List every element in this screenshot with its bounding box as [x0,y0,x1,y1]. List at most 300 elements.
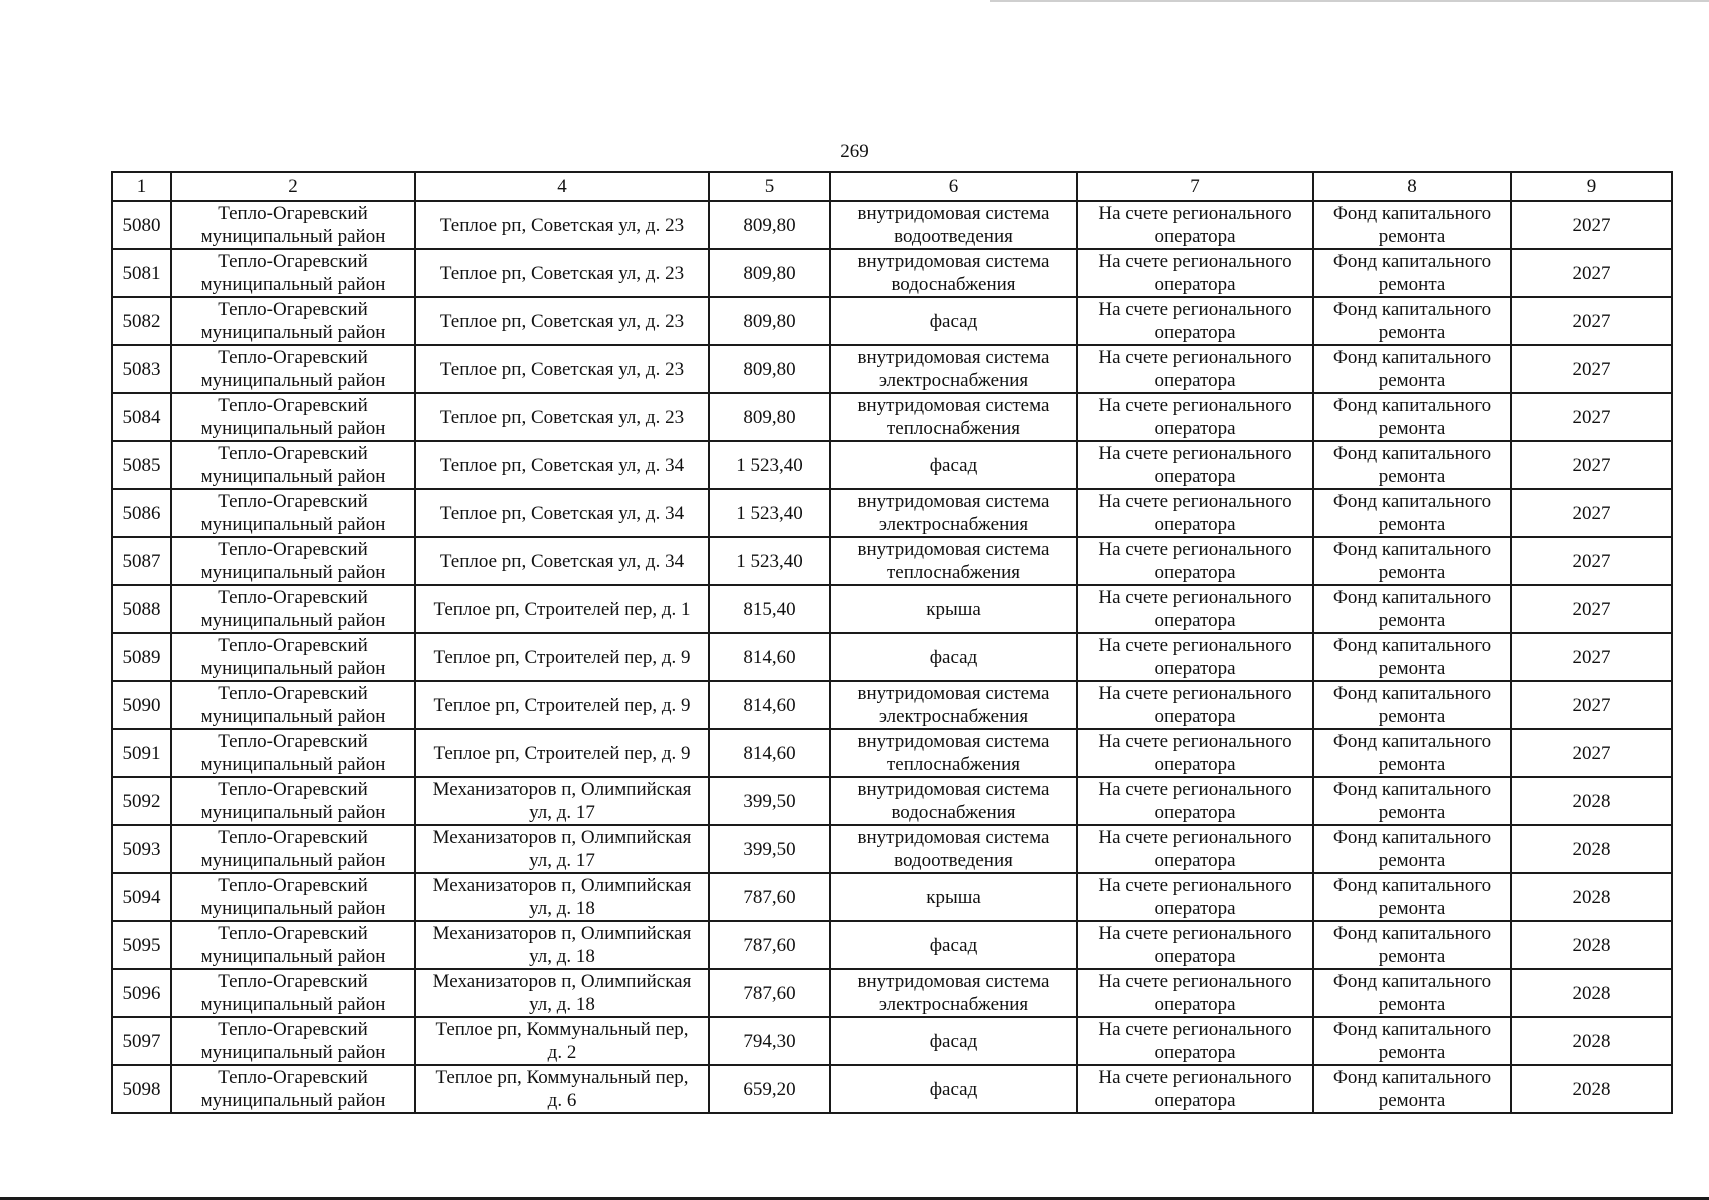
district-cell-line: муниципальный район [200,946,386,967]
fund-account-cell-line: оператора [1154,754,1236,775]
district-cell [171,585,415,633]
table-row [112,201,1672,249]
district-cell [171,873,415,921]
fund-source-cell-line: Фонд капитального [1332,971,1492,992]
year-cell: 2027 [1511,345,1672,393]
fund-account-cell-line: оператора [1154,274,1236,295]
district-cell [171,633,415,681]
address-cell [415,1065,709,1113]
repair-type-cell [830,585,1077,633]
row-number-cell: 5086 [112,489,171,537]
fund-account-cell-line: оператора [1154,418,1236,439]
address-cell-line: Теплое рп, Советская ул, д. 23 [439,406,685,428]
district-cell-line: Тепло-Огаревский [218,683,368,704]
address-cell-line: ул, д. 17 [529,802,595,823]
address-cell-line: ул, д. 18 [529,994,595,1015]
fund-account-cell-line: оператора [1154,706,1236,727]
table-row [112,777,1672,825]
address-cell-line: Теплое рп, Советская ул, д. 34 [439,550,685,572]
district-cell [171,393,415,441]
fund-account-cell-line: оператора [1154,802,1236,823]
area-cell: 794,30 [709,1017,830,1065]
repair-type-cell-line: крыша [926,886,981,908]
address-cell-line: Механизаторов п, Олимпийская [432,971,692,992]
row-number-cell: 5087 [112,537,171,585]
district-cell [171,825,415,873]
fund-account-cell-line: На счете регионального [1098,1067,1292,1088]
row-number-cell: 5080 [112,201,171,249]
year-cell: 2027 [1511,633,1672,681]
fund-account-cell [1077,345,1313,393]
table-body [112,201,1672,1113]
fund-source-cell-line: ремонта [1378,706,1446,727]
fund-account-cell-line: На счете регионального [1098,395,1292,416]
address-cell-line: Теплое рп, Строителей пер, д. 9 [433,646,691,668]
table-row [112,825,1672,873]
district-cell-line: Тепло-Огаревский [218,443,368,464]
fund-source-cell-line: ремонта [1378,322,1446,343]
year-cell: 2028 [1511,1017,1672,1065]
fund-source-cell-line: Фонд капитального [1332,1067,1492,1088]
table-row [112,969,1672,1017]
district-cell-line: муниципальный район [200,226,386,247]
year-cell: 2027 [1511,537,1672,585]
district-cell-line: муниципальный район [200,706,386,727]
row-number-cell: 5088 [112,585,171,633]
fund-account-cell-line: На счете регионального [1098,779,1292,800]
area-cell: 809,80 [709,345,830,393]
fund-source-cell-line: ремонта [1378,418,1446,439]
fund-source-cell [1313,441,1511,489]
repair-type-cell-line: внутридомовая система [857,779,1050,800]
district-cell-line: муниципальный район [200,658,386,679]
row-number-cell: 5085 [112,441,171,489]
fund-account-cell [1077,1017,1313,1065]
district-cell-line: муниципальный район [200,274,386,295]
area-cell: 787,60 [709,921,830,969]
fund-source-cell [1313,921,1511,969]
capital-repair-table [111,171,1673,1114]
address-cell-line: д. 2 [547,1042,577,1063]
fund-account-cell-line: оператора [1154,514,1236,535]
repair-type-cell-line: водоснабжения [891,802,1016,823]
fund-account-cell [1077,441,1313,489]
district-cell-line: Тепло-Огаревский [218,491,368,512]
fund-source-cell [1313,1065,1511,1113]
district-cell-line: Тепло-Огаревский [218,587,368,608]
repair-type-cell-line: внутридомовая система [857,539,1050,560]
year-cell: 2027 [1511,249,1672,297]
address-cell-line: Теплое рп, Советская ул, д. 23 [439,262,685,284]
area-cell: 814,60 [709,681,830,729]
fund-account-cell-line: оператора [1154,1042,1236,1063]
fund-source-cell-line: Фонд капитального [1332,875,1492,896]
fund-account-cell-line: На счете регионального [1098,203,1292,224]
fund-source-cell-line: Фонд капитального [1332,635,1492,656]
fund-account-cell [1077,825,1313,873]
row-number-cell: 5089 [112,633,171,681]
area-cell: 1 523,40 [709,489,830,537]
column-header: 8 [1313,172,1511,201]
repair-type-cell-line: фасад [929,1030,978,1052]
repair-type-cell [830,489,1077,537]
year-cell: 2027 [1511,681,1672,729]
fund-account-cell [1077,393,1313,441]
address-cell-line: Теплое рп, Строителей пер, д. 9 [433,694,691,716]
address-cell [415,969,709,1017]
fund-account-cell-line: На счете регионального [1098,635,1292,656]
fund-source-cell-line: ремонта [1378,1042,1446,1063]
address-cell-line: Механизаторов п, Олимпийская [432,827,692,848]
year-cell: 2028 [1511,777,1672,825]
repair-type-cell-line: внутридомовая система [857,683,1050,704]
district-cell-line: муниципальный район [200,898,386,919]
fund-source-cell-line: ремонта [1378,1090,1446,1111]
fund-account-cell [1077,873,1313,921]
area-cell: 787,60 [709,873,830,921]
district-cell-line: Тепло-Огаревский [218,731,368,752]
year-cell: 2027 [1511,729,1672,777]
table-row [112,345,1672,393]
column-header: 2 [171,172,415,201]
address-cell [415,585,709,633]
fund-account-cell [1077,201,1313,249]
address-cell-line: Теплое рп, Советская ул, д. 23 [439,214,685,236]
fund-source-cell-line: Фонд капитального [1332,347,1492,368]
fund-source-cell-line: Фонд капитального [1332,251,1492,272]
address-cell [415,201,709,249]
year-cell: 2028 [1511,921,1672,969]
table-row [112,441,1672,489]
fund-account-cell-line: На счете регионального [1098,251,1292,272]
district-cell-line: муниципальный район [200,418,386,439]
district-cell [171,681,415,729]
fund-source-cell-line: ремонта [1378,274,1446,295]
fund-source-cell-line: ремонта [1378,226,1446,247]
fund-account-cell [1077,297,1313,345]
fund-source-cell-line: Фонд капитального [1332,443,1492,464]
district-cell [171,297,415,345]
fund-source-cell [1313,633,1511,681]
fund-source-cell-line: ремонта [1378,754,1446,775]
repair-type-cell-line: внутридомовая система [857,347,1050,368]
address-cell [415,921,709,969]
repair-type-cell [830,969,1077,1017]
fund-source-cell [1313,873,1511,921]
area-cell: 809,80 [709,393,830,441]
fund-account-cell-line: На счете регионального [1098,539,1292,560]
fund-source-cell [1313,297,1511,345]
address-cell [415,633,709,681]
repair-type-cell [830,249,1077,297]
area-cell: 1 523,40 [709,537,830,585]
page-number: 269 [840,141,869,162]
district-cell-line: Тепло-Огаревский [218,827,368,848]
district-cell-line: муниципальный район [200,322,386,343]
fund-source-cell-line: Фонд капитального [1332,587,1492,608]
fund-source-cell-line: Фонд капитального [1332,683,1492,704]
district-cell-line: муниципальный район [200,994,386,1015]
row-number-cell: 5082 [112,297,171,345]
row-number-cell: 5083 [112,345,171,393]
fund-account-cell [1077,969,1313,1017]
fund-account-cell-line: оператора [1154,226,1236,247]
fund-source-cell [1313,729,1511,777]
district-cell-line: Тепло-Огаревский [218,635,368,656]
address-cell-line: д. 6 [547,1090,577,1111]
address-cell [415,297,709,345]
top-edge-line [990,0,1709,2]
table-row [112,489,1672,537]
fund-source-cell-line: ремонта [1378,994,1446,1015]
district-cell-line: Тепло-Огаревский [218,203,368,224]
district-cell-line: муниципальный район [200,754,386,775]
fund-source-cell-line: Фонд капитального [1332,779,1492,800]
repair-type-cell [830,825,1077,873]
district-cell-line: Тепло-Огаревский [218,1067,368,1088]
repair-type-cell-line: фасад [929,1078,978,1100]
repair-type-cell-line: водоотведения [894,850,1013,871]
repair-type-cell [830,441,1077,489]
district-cell-line: муниципальный район [200,1042,386,1063]
fund-account-cell-line: На счете регионального [1098,443,1292,464]
address-cell-line: Теплое рп, Советская ул, д. 23 [439,358,685,380]
area-cell: 815,40 [709,585,830,633]
row-number-cell: 5093 [112,825,171,873]
fund-account-cell [1077,681,1313,729]
fund-source-cell [1313,825,1511,873]
repair-type-cell-line: внутридомовая система [857,971,1050,992]
district-cell [171,777,415,825]
fund-account-cell [1077,537,1313,585]
fund-account-cell-line: На счете регионального [1098,347,1292,368]
fund-account-cell-line: оператора [1154,946,1236,967]
repair-type-cell [830,633,1077,681]
year-cell: 2027 [1511,489,1672,537]
fund-source-cell-line: ремонта [1378,850,1446,871]
address-cell [415,489,709,537]
row-number-cell: 5084 [112,393,171,441]
fund-source-cell-line: ремонта [1378,562,1446,583]
district-cell [171,1017,415,1065]
column-header: 9 [1511,172,1672,201]
table-row [112,1065,1672,1113]
area-cell: 809,80 [709,249,830,297]
repair-type-cell [830,1065,1077,1113]
fund-source-cell-line: Фонд капитального [1332,395,1492,416]
year-cell: 2027 [1511,441,1672,489]
repair-type-cell [830,777,1077,825]
year-cell: 2028 [1511,969,1672,1017]
area-cell: 1 523,40 [709,441,830,489]
repair-type-cell-line: теплоснабжения [887,754,1020,775]
fund-account-cell-line: оператора [1154,562,1236,583]
table-row [112,249,1672,297]
repair-type-cell [830,729,1077,777]
repair-type-cell [830,873,1077,921]
table-row [112,633,1672,681]
fund-account-cell [1077,777,1313,825]
row-number-cell: 5092 [112,777,171,825]
year-cell: 2028 [1511,1065,1672,1113]
fund-account-cell-line: оператора [1154,1090,1236,1111]
column-header: 4 [415,172,709,201]
fund-account-cell-line: На счете регионального [1098,299,1292,320]
fund-account-cell-line: На счете регионального [1098,1019,1292,1040]
table-row [112,921,1672,969]
table-row [112,873,1672,921]
column-header: 1 [112,172,171,201]
fund-account-cell [1077,585,1313,633]
fund-source-cell-line: ремонта [1378,658,1446,679]
district-cell [171,489,415,537]
repair-type-cell-line: электроснабжения [878,370,1029,391]
area-cell: 399,50 [709,777,830,825]
repair-type-cell [830,393,1077,441]
district-cell [171,1065,415,1113]
repair-type-cell [830,681,1077,729]
fund-account-cell [1077,921,1313,969]
year-cell: 2027 [1511,585,1672,633]
row-number-cell: 5095 [112,921,171,969]
district-cell [171,249,415,297]
repair-type-cell-line: электроснабжения [878,514,1029,535]
row-number-cell: 5090 [112,681,171,729]
fund-account-cell-line: На счете регионального [1098,683,1292,704]
repair-type-cell [830,537,1077,585]
area-cell: 787,60 [709,969,830,1017]
repair-type-cell-line: внутридомовая система [857,827,1050,848]
table-row [112,537,1672,585]
repair-type-cell-line: внутридомовая система [857,395,1050,416]
district-cell-line: Тепло-Огаревский [218,395,368,416]
fund-account-cell-line: На счете регионального [1098,827,1292,848]
fund-source-cell-line: Фонд капитального [1332,299,1492,320]
fund-account-cell [1077,249,1313,297]
district-cell-line: Тепло-Огаревский [218,1019,368,1040]
fund-source-cell-line: Фонд капитального [1332,491,1492,512]
fund-account-cell-line: На счете регионального [1098,587,1292,608]
repair-type-cell [830,921,1077,969]
table-row [112,681,1672,729]
area-cell: 814,60 [709,729,830,777]
district-cell-line: муниципальный район [200,466,386,487]
repair-type-cell-line: водоснабжения [891,274,1016,295]
repair-type-cell-line: внутридомовая система [857,491,1050,512]
fund-source-cell-line: ремонта [1378,610,1446,631]
address-cell-line: Механизаторов п, Олимпийская [432,923,692,944]
area-cell: 814,60 [709,633,830,681]
column-header: 5 [709,172,830,201]
row-number-cell: 5098 [112,1065,171,1113]
fund-account-cell-line: оператора [1154,898,1236,919]
district-cell [171,201,415,249]
address-cell [415,537,709,585]
address-cell-line: Механизаторов п, Олимпийская [432,875,692,896]
fund-account-cell [1077,729,1313,777]
fund-source-cell [1313,345,1511,393]
address-cell [415,729,709,777]
fund-source-cell-line: ремонта [1378,466,1446,487]
fund-account-cell-line: оператора [1154,994,1236,1015]
column-header: 7 [1077,172,1313,201]
district-cell-line: Тепло-Огаревский [218,347,368,368]
district-cell [171,441,415,489]
fund-source-cell-line: Фонд капитального [1332,731,1492,752]
fund-source-cell [1313,585,1511,633]
repair-type-cell-line: фасад [929,646,978,668]
fund-account-cell-line: На счете регионального [1098,923,1292,944]
district-cell-line: Тепло-Огаревский [218,251,368,272]
row-number-cell: 5097 [112,1017,171,1065]
address-cell [415,825,709,873]
row-number-cell: 5094 [112,873,171,921]
fund-account-cell-line: оператора [1154,322,1236,343]
repair-type-cell-line: фасад [929,310,978,332]
address-cell-line: Механизаторов п, Олимпийская [432,779,692,800]
address-cell-line: Теплое рп, Коммунальный пер, [435,1019,689,1040]
fund-source-cell-line: Фонд капитального [1332,827,1492,848]
year-cell: 2028 [1511,873,1672,921]
fund-account-cell-line: На счете регионального [1098,491,1292,512]
address-cell-line: ул, д. 18 [529,898,595,919]
district-cell-line: Тепло-Огаревский [218,299,368,320]
address-cell [415,441,709,489]
fund-source-cell-line: Фонд капитального [1332,1019,1492,1040]
address-cell [415,249,709,297]
district-cell-line: муниципальный район [200,610,386,631]
district-cell-line: Тепло-Огаревский [218,779,368,800]
district-cell [171,921,415,969]
fund-source-cell-line: ремонта [1378,370,1446,391]
fund-source-cell-line: Фонд капитального [1332,923,1492,944]
address-cell [415,345,709,393]
district-cell-line: муниципальный район [200,850,386,871]
table-row [112,393,1672,441]
table-row [112,585,1672,633]
repair-type-cell-line: фасад [929,934,978,956]
area-cell: 399,50 [709,825,830,873]
repair-type-cell-line: внутридомовая система [857,251,1050,272]
fund-source-cell-line: ремонта [1378,946,1446,967]
year-cell: 2027 [1511,393,1672,441]
repair-type-cell [830,345,1077,393]
fund-source-cell-line: ремонта [1378,802,1446,823]
district-cell-line: муниципальный район [200,514,386,535]
fund-source-cell-line: Фонд капитального [1332,539,1492,560]
repair-type-cell-line: электроснабжения [878,994,1029,1015]
repair-type-cell-line: теплоснабжения [887,562,1020,583]
repair-type-cell-line: водоотведения [894,226,1013,247]
table-row [112,1017,1672,1065]
fund-source-cell [1313,969,1511,1017]
fund-source-cell [1313,489,1511,537]
fund-account-cell-line: оператора [1154,610,1236,631]
district-cell-line: муниципальный район [200,802,386,823]
fund-account-cell-line: оператора [1154,370,1236,391]
district-cell [171,729,415,777]
address-cell-line: Теплое рп, Коммунальный пер, [435,1067,689,1088]
area-cell: 809,80 [709,201,830,249]
area-cell: 659,20 [709,1065,830,1113]
district-cell-line: муниципальный район [200,370,386,391]
fund-account-cell-line: На счете регионального [1098,731,1292,752]
year-cell: 2027 [1511,297,1672,345]
address-cell-line: Теплое рп, Строителей пер, д. 1 [433,598,691,620]
fund-account-cell [1077,489,1313,537]
fund-account-cell [1077,1065,1313,1113]
district-cell-line: Тепло-Огаревский [218,971,368,992]
